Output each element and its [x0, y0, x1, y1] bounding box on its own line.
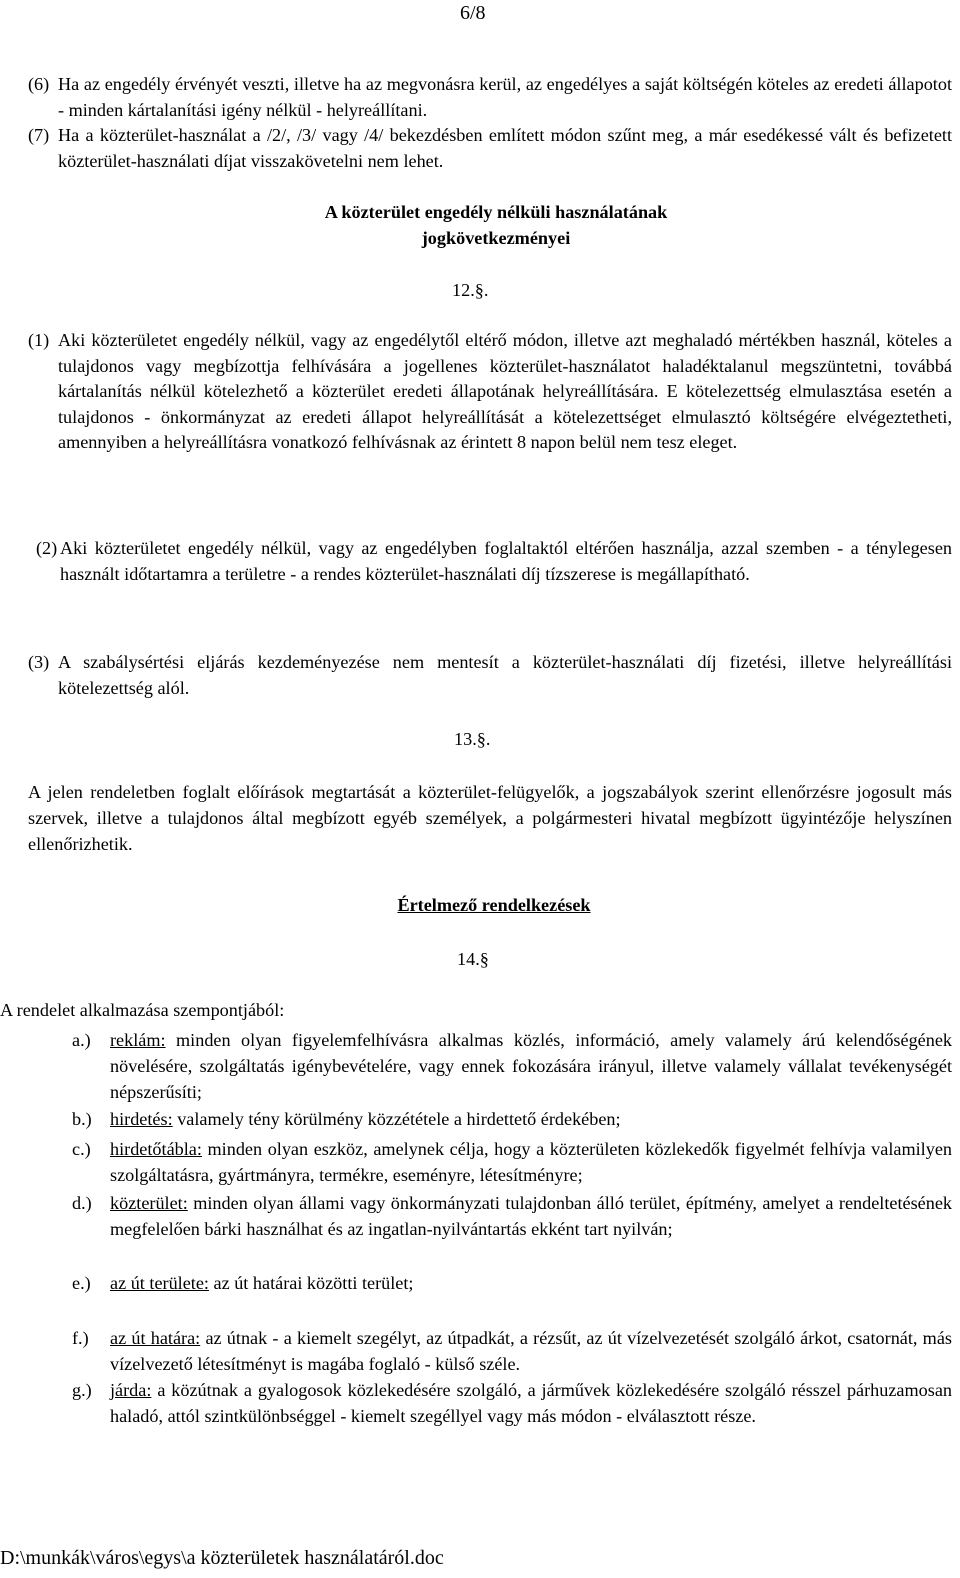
paragraph-12-1: [28, 328, 952, 456]
definition-label: g.): [72, 1380, 92, 1400]
paragraph-text: Aki közterületet engedély nélkül, vagy az engedélyben foglaltaktól eltérően használja, azzal szemben - a ténylegesen használt időtartamra a területre - a rendes közterület-használati díj tízszerese is megállapítható.: [60, 538, 952, 584]
definition-term: járda:: [110, 1380, 152, 1400]
definition-label: f.): [72, 1328, 89, 1348]
paragraph-7: [28, 123, 952, 174]
definition-label: d.): [72, 1193, 92, 1213]
definition-text: valamely tény körülmény közzététele a hirdettető érdekében;: [172, 1109, 621, 1129]
section-number-13: 13.§.: [454, 729, 491, 749]
definition-term: az út területe:: [110, 1273, 209, 1293]
section-heading: A közterület engedély nélküli használatának: [324, 202, 668, 222]
definition-label: b.): [72, 1109, 92, 1129]
section-number-12: 12.§.: [452, 280, 489, 300]
paragraph-text: Aki közterületet engedély nélkül, vagy az engedélytől eltérő módon, illetve azt meghaladó mértékben használ, köteles a tulajdonos vagy megbízottja felhívására a jogellenes közterület-használatot haladéktalanul megszüntetni, továbbá kártalanítás nélkül kötelezhető a közterület eredeti állapotának helyreállítására. E kötelezettség elmulasztása esetén a tulajdonos - önkormányzat az eredeti állapot helyreállítását a kötelezettséget elmulasztó költségére elvégeztetheti, amennyiben a helyreállításra vonatkozó felhívásnak az érintett 8 napon belül nem tesz eleget.: [58, 330, 952, 452]
paragraph-number: (6): [28, 74, 50, 94]
definition-text: az út határai közötti terület;: [208, 1273, 414, 1293]
definition-label: e.): [72, 1273, 91, 1293]
definition-term: az út határa:: [110, 1328, 201, 1348]
definition-item: [72, 1106, 952, 1132]
page-number: 6/8: [460, 2, 486, 24]
definition-item: [72, 1027, 952, 1105]
definition-text: minden olyan eszköz, amelynek célja, hogy a közterületen közlekedők figyelmét felhívja valamilyen szolgáltatásra, gyártmányra, termékre, eseményre, létesítményre;: [110, 1139, 952, 1185]
definitions-intro: A rendelet alkalmazása szempontjából:: [0, 1000, 285, 1020]
paragraph-12-2: [36, 536, 952, 587]
paragraph-6: [28, 72, 952, 123]
definition-term: hirdetés:: [110, 1109, 173, 1129]
paragraph-text: Ha az engedély érvényét veszti, illetve ha az megvonásra kerül, az engedélyes a saját költségén köteles az eredeti állapotot - minden kártalanítási igény nélkül - helyreállítani.: [58, 74, 952, 120]
paragraph-number: (7): [28, 125, 50, 145]
paragraph-number: (1): [28, 330, 50, 350]
paragraph-13: A jelen rendeletben foglalt előírások megtartását a közterület-felügyelők, a jogszabályok szerint ellenőrzésre jogosult más szervek, illetve a tulajdonos által megbízott egyéb személyek, a polgármesteri hivatal megbízott ügyintézője helyszínen ellenőrizhetik.: [28, 782, 952, 854]
footer-file-path: D:\munkák\város\egys\a közterületek használatáról.doc: [0, 1547, 444, 1569]
definition-label: a.): [72, 1030, 91, 1050]
definition-text: minden olyan állami vagy önkormányzati tulajdonban álló terület, építmény, amelyet a rendeltetésének megfelelően bárki használhat és az ingatlan-nyilvántartás ekként tart nyilván;: [110, 1193, 952, 1239]
definition-item: [72, 1377, 952, 1429]
definition-term: hirdetőtábla:: [110, 1139, 202, 1159]
definition-text: az útnak - a kiemelt szegélyt, az útpadkát, a rézsűt, az út vízelvezetését szolgáló árkot, csatornát, más vízelvezető létesítményt is magába foglaló - külső széle.: [110, 1328, 952, 1374]
paragraph-text: Ha a közterület-használat a /2/, /3/ vagy /4/ bekezdésben említett módon szűnt meg, a már esedékessé vált és befizetett közterület-használati díjat visszakövetelni nem lehet.: [58, 125, 952, 171]
definition-term: reklám:: [110, 1030, 166, 1050]
paragraph-12-3: [28, 650, 952, 701]
paragraph-text: A szabálysértési eljárás kezdeményezése nem mentesít a közterület-használati díj fizetési, illetve helyreállítási kötelezettség alól.: [58, 652, 952, 698]
definition-text: minden olyan figyelemfelhívásra alkalmas közlés, információ, amely valamely árú kelendőségének növelésére, szolgáltatás igénybevételére, vagy ennek fokozására irányul, illetve valamely vállalat tevékenységét népszerűsíti;: [110, 1030, 952, 1102]
definition-item: [72, 1270, 952, 1296]
paragraph-number: (3): [28, 652, 50, 672]
definition-item: [72, 1136, 952, 1188]
definition-term: közterület:: [110, 1193, 188, 1213]
definition-label: c.): [72, 1139, 91, 1159]
definition-item: [72, 1325, 952, 1377]
definition-text: a közútnak a gyalogosok közlekedésére szolgáló, a járművek közlekedésére szolgáló résszel párhuzamosan haladó, attól szintkülönbséggel - kiemelt szegéllyel vagy más módon - elválasztott része.: [110, 1380, 952, 1426]
definitions-heading: Értelmező rendelkezések: [397, 895, 591, 915]
section-heading-line2: jogkövetkezményei: [421, 228, 571, 248]
paragraph-number: (2): [36, 538, 58, 558]
section-number-14: 14.§: [457, 949, 489, 969]
definition-item: [72, 1190, 952, 1242]
